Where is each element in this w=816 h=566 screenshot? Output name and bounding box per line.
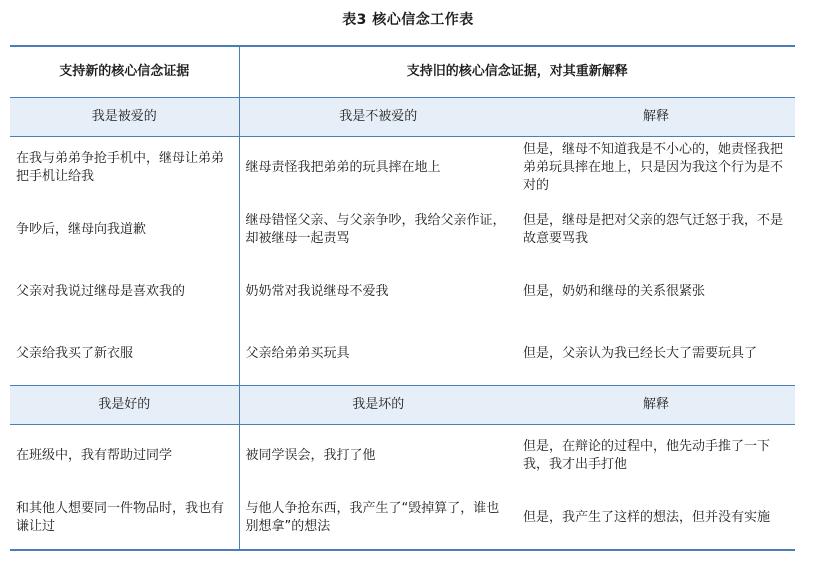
subheader-explanation: 解释 — [517, 386, 795, 425]
subheader-old-belief: 我是不被爱的 — [239, 98, 517, 137]
subheader-old-belief: 我是坏的 — [239, 386, 517, 425]
subheader-explanation: 解释 — [517, 98, 795, 137]
cell-explanation: 但是，奶奶和继母的关系很紧张 — [523, 284, 706, 299]
cell-explanation: 但是，继母不知道我是不小心的，她责怪我把弟弟玩具摔在地上，只是因为我这个行为是不对的 — [523, 142, 784, 193]
section-subheader-row — [10, 98, 795, 137]
cell-old-evidence: 继母错怪父亲、与父亲争吵，我给父亲作证，却被继母一起责骂 — [245, 213, 506, 246]
table-row — [10, 199, 795, 261]
table-row — [10, 425, 795, 488]
cell-explanation: 但是，父亲认为我已经长大了需要玩具了 — [523, 346, 758, 361]
section-subheader-row — [10, 386, 795, 425]
cell-old-evidence: 奶奶常对我说继母不爱我 — [245, 284, 389, 299]
cell-old-evidence: 被同学误会，我打了他 — [245, 448, 376, 463]
header-support-old: 支持旧的核心信念证据，对其重新解释 — [239, 46, 795, 98]
table-row — [10, 261, 795, 323]
table-header-row — [10, 46, 795, 98]
cell-new-evidence: 父亲给我买了新衣服 — [10, 323, 239, 386]
header-support-new: 支持新的核心信念证据 — [10, 46, 239, 98]
cell-explanation: 但是，继母是把对父亲的怨气迁怒于我，不是故意要骂我 — [523, 213, 784, 246]
cell-explanation: 但是，在辩论的过程中，他先动手推了一下我，我才出手打他 — [523, 439, 771, 472]
table-title: 表3 核心信念工作表 — [342, 12, 474, 28]
cell-new-evidence: 和其他人想要同一件物品时，我也有谦让过 — [10, 487, 239, 550]
table-row — [10, 323, 795, 386]
cell-new-evidence: 父亲对我说过继母是喜欢我的 — [10, 261, 239, 323]
cell-old-evidence: 父亲给弟弟买玩具 — [245, 346, 350, 361]
cell-explanation: 但是，我产生了这样的想法，但并没有实施 — [517, 487, 795, 550]
cell-old-evidence: 与他人争抢东西，我产生了“毁掉算了，谁也别想拿”的想法 — [239, 487, 517, 550]
cell-new-evidence: 争吵后，继母向我道歉 — [10, 199, 239, 261]
cell-old-evidence: 继母责怪我把弟弟的玩具摔在地上 — [245, 160, 441, 175]
table-row — [10, 487, 795, 550]
core-belief-worksheet-table — [10, 45, 795, 551]
cell-new-evidence: 在班级中，我有帮助过同学 — [10, 425, 239, 488]
cell-new-evidence: 在我与弟弟争抢手机中，继母让弟弟把手机让给我 — [10, 137, 239, 200]
subheader-new-belief: 我是好的 — [10, 386, 239, 425]
subheader-new-belief: 我是被爱的 — [10, 98, 239, 137]
table-row — [10, 137, 795, 200]
